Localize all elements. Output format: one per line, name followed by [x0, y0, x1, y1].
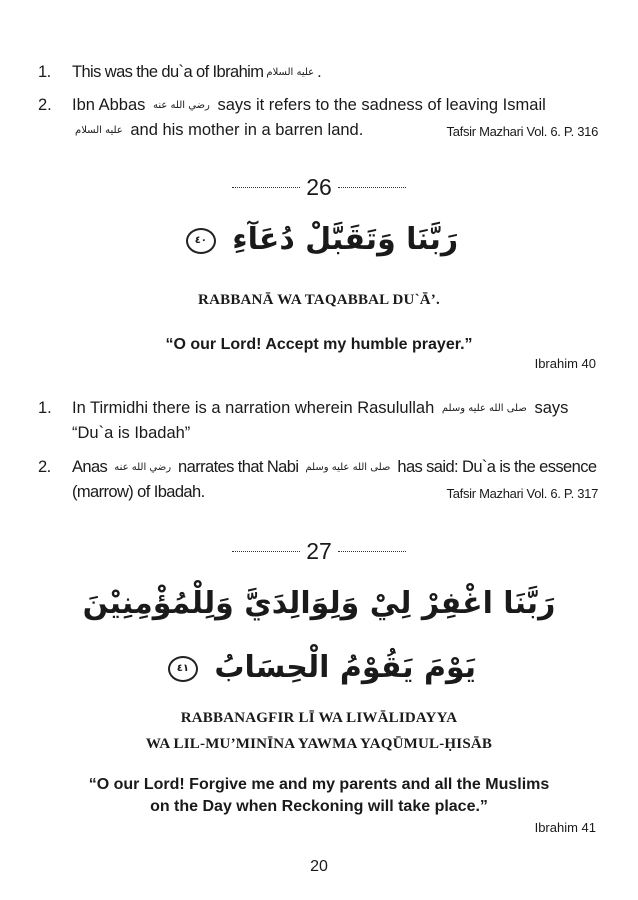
translation: “O our Lord! Accept my humble prayer.” [165, 336, 473, 353]
note-text: narrates that Nabi [178, 458, 299, 476]
dotted-rule [338, 187, 406, 188]
honorific-glyph: عليه السلام [266, 67, 315, 78]
note-item [38, 93, 598, 143]
honorific-glyph: عليه السلام [75, 125, 123, 136]
source-reference: Ibrahim 41 [534, 820, 596, 835]
note-text: Anas [72, 458, 108, 476]
note-tail: . [317, 63, 322, 81]
section-divider [0, 538, 638, 565]
dotted-rule [232, 187, 300, 188]
translation-line: “O our Lord! Forgive me and my parents and all the Muslims [88, 776, 550, 793]
note-text: In Tirmidhi there is a narration wherein Rasulullah [72, 399, 435, 417]
note-number: 1. [38, 399, 52, 417]
arabic-text [0, 222, 638, 257]
transliteration: RABBANAGFIR LĪ WA LIWĀLIDAYYA [180, 710, 458, 726]
honorific-glyph: رضي الله عنه [153, 100, 210, 111]
arabic-line: رَبَّنَا وَتَقَبَّلْ دُعَآءِ [232, 222, 459, 257]
arabic-line: رَبَّنَا اغْفِرْ لِيْ وَلِوَالِدَيَّ وَلِلْمُؤْمِنِيْنَ [82, 586, 556, 621]
dotted-rule [338, 551, 406, 552]
note-text: Ibn Abbas [72, 96, 146, 114]
note-text: says “Du`a is Ibadah” [72, 399, 569, 442]
honorific-glyph: صلى الله عليه وسلم [441, 403, 527, 414]
honorific-glyph: صلى الله عليه وسلم [305, 462, 391, 473]
reference: Tafsir Mazhari Vol. 6. P. 317 [446, 486, 598, 501]
ayah-marker: ٤١ [168, 656, 198, 682]
notes-list-top [38, 60, 598, 144]
notes-list-mid [38, 396, 598, 506]
dua-number: 26 [306, 174, 332, 200]
arabic-text [0, 586, 638, 621]
note-text: and his mother in a barren land. [130, 121, 364, 139]
note-text: says it refers to the sadness of leaving Ismail [217, 96, 546, 114]
dua-number: 27 [306, 538, 332, 564]
honorific-glyph: رضي الله عنه [114, 462, 172, 473]
note-number: 2. [38, 96, 52, 114]
note-text: has said: Du`a is the essence (marrow) of Ibadah. [72, 458, 597, 501]
dotted-rule [232, 551, 300, 552]
translation-line: on the Day when Reckoning will take place.” [150, 798, 488, 815]
note-number: 2. [38, 458, 51, 476]
note-item [38, 396, 598, 445]
translation [0, 774, 638, 818]
arabic-line: يَوْمَ يَقُوْمُ الْحِسَابُ [214, 650, 477, 685]
note-text: This was the du`a of Ibrahim [72, 63, 264, 81]
note-item [38, 455, 598, 504]
section-divider [0, 174, 638, 201]
note-number: 1. [38, 63, 51, 81]
source-reference: Ibrahim 40 [534, 356, 596, 371]
arabic-text [0, 650, 638, 685]
reference: Tafsir Mazhari Vol. 6. P. 316 [446, 124, 598, 139]
page-number: 20 [310, 858, 328, 875]
note-item [38, 60, 598, 85]
transliteration: RABBANĀ WA TAQABBAL DU`Ā’. [198, 292, 440, 308]
ayah-marker: ٤٠ [186, 228, 216, 254]
transliteration: WA LIL-MU’MINĪNA YAWMA YAQŪMUL-ḤISĀB [145, 736, 493, 752]
